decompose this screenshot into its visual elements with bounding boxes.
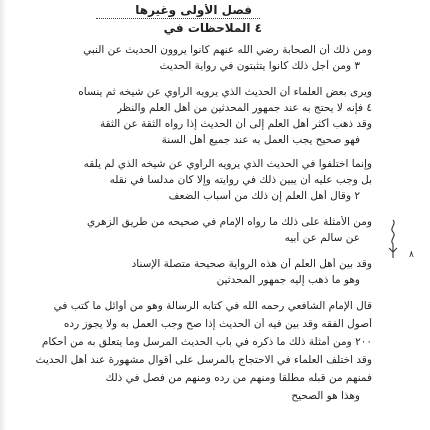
text-line: وقد بين أهل العلم أن هذه الرواية صحيحة متصلة الإسناد: [131, 258, 372, 270]
text-line: وقد اختلف العلماء في الاحتجاج بالمرسل على أقوال مشهورة عند أهل الحديث: [35, 354, 372, 366]
text-line: أصول الفقه وقد بين فيه أن الحديث إذا صح وجب العمل به ولا يجوز رده: [63, 318, 372, 330]
text-line: عن سالم عن أبيه: [284, 232, 360, 244]
text-line: ٤ فإنه لا يحتج به عند جمهور المحدثين من أهل العلم والنظر: [116, 102, 372, 114]
text-line: ٢٠٠ ومن أمثلة ذلك ما ذكره في باب الحديث المرسل وما يتعلق به من أحكام: [41, 336, 372, 348]
text-line: بل وجب عليه أن يبين ذلك في روايته وإلا كان مدلسا في نقله: [109, 174, 372, 186]
text-line: ٢ وقال أهل العلم إن ذلك من أسباب الضعف: [168, 190, 360, 202]
text-line: وقد ذهب أكثر أهل العلم إلى أن الحديث إذا رواه الثقة عن الثقة: [99, 118, 372, 130]
text-line: قال الإمام الشافعي رحمه الله في كتابه الرسالة وهو من أوائل ما كتب في: [53, 300, 372, 312]
text-line: ومن ذلك أن الصحابة رضي الله عنهم كانوا يروون الحديث عن النبي: [83, 44, 372, 56]
text-line: فهو صحيح يجب العمل به عند جميع أهل السنة: [161, 134, 360, 146]
text-line: فصل الأولى وغيرها: [135, 4, 252, 17]
text-line: ومن الأمثلة على ذلك ما رواه الإمام في صحيحه من طريق الزهري: [87, 216, 372, 228]
text-line: وإنما اختلفوا في الحديث الذي يرويه الراوي عن شيخه الذي لم يلقه: [83, 158, 372, 170]
margin-symbol: ٨: [409, 250, 414, 260]
text-line: ٤ الملاحظات في: [163, 22, 262, 35]
dotted-rule: [96, 18, 260, 19]
text-column: [22, 0, 372, 430]
page-edge-shadow: [0, 0, 6, 430]
text-line: ويرى بعض العلماء أن الحديث الذي يرويه الراوي عن شيخه ثم ينساه: [78, 86, 372, 98]
text-line: فمنهم من قبله مطلقا ومنهم من رده ومنهم من فصل في ذلك: [105, 372, 372, 384]
text-line: وهو ما ذهب إليه جمهور المحدثين: [216, 274, 360, 286]
text-line: وهذا هو الصحيح: [291, 390, 360, 402]
margin-note-icon: [385, 218, 401, 262]
text-line: ٣ ومن أجل ذلك كانوا يتثبتون في رواية الحديث: [159, 60, 360, 72]
